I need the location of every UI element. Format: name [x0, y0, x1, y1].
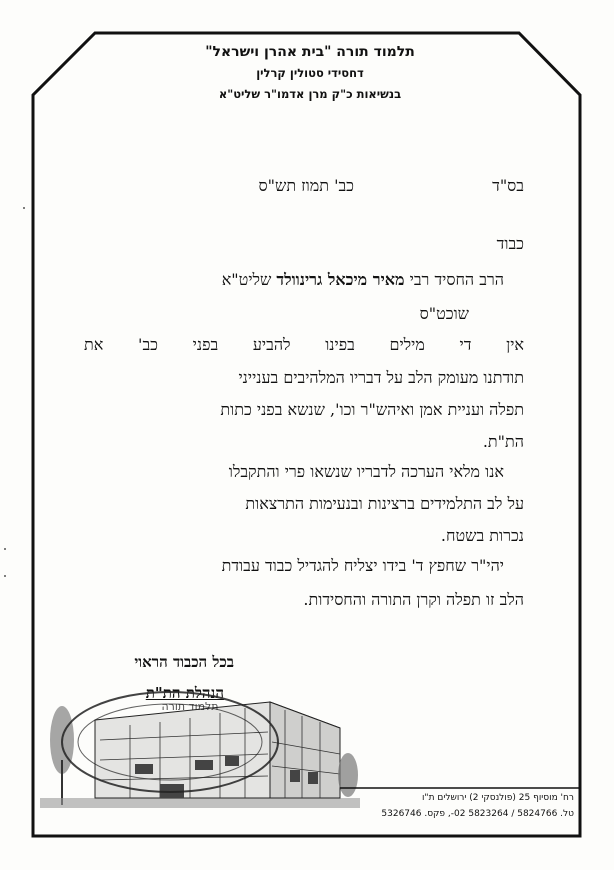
building-illustration	[40, 680, 360, 815]
paragraph2-line1: אנו מלאי הערכה לדבריו שנשאו פרי והתקבלו	[228, 462, 504, 481]
footer-phones: טל. 5824766 / 5823264 02-, פקס. 5326746	[381, 809, 574, 819]
recipient-name: מאיר מיכאל גרינוולד	[276, 270, 405, 289]
recipient-prefix: הרב החסיד רבי	[404, 270, 504, 289]
paragraph2-line2: על לב התלמידים ברצינות ובנעימות התרצאות	[245, 494, 524, 513]
letterhead-subtitle: דחסידי סטולין קרלין	[256, 66, 364, 80]
paragraph3-line2: הלב זו תפלה וקרן התורה והחסידות.	[303, 590, 524, 609]
paragraph1-line3: תפלה ועניית אמן ואיהש"ר וכו', שנשא בפני כתות	[220, 400, 524, 419]
scan-speck	[4, 575, 6, 577]
scan-speck	[23, 207, 25, 209]
scan-speck	[4, 548, 6, 550]
paragraph2-line3: נכרות בשטח.	[440, 526, 524, 545]
bsd-mark: בס"ד	[492, 176, 524, 195]
recipient-town: שוכט"ס	[419, 304, 469, 323]
greeting: כבוד	[496, 234, 524, 253]
paragraph1-line1: אין די מילים בפינו להביע בפני כב' את	[84, 335, 524, 354]
paragraph1-line2: תודתנו מעומק הלב על דבריו המלהיבים בענייני	[238, 368, 524, 387]
letterhead-patronage: בנשיאות כ"ק מרן אדמו"ר שליט"א	[218, 87, 402, 101]
letter-date: כב' תמוז תש"ס	[258, 176, 354, 195]
letterhead-title: תלמוד תורה "בית אהרן וישראל"	[205, 44, 415, 60]
paragraph1-line4: הת"ת.	[482, 432, 524, 451]
footer-address: רח' מוסיוף 25 (פולנסקי 2) ירושלים ת"ו	[421, 793, 574, 803]
paragraph3-line1: יהי"ר שחפץ ד' בידו יצליח להגדיל כבוד עבודת	[221, 556, 504, 575]
signature: הנהלת הת"ת	[145, 684, 224, 702]
stamp-text: תלמוד תורה	[161, 700, 219, 713]
recipient-suffix: שליט"א	[221, 270, 277, 289]
closing: בכל הכבוד הראוי	[134, 653, 234, 671]
recipient-line	[222, 270, 504, 290]
footer-divider	[340, 786, 580, 790]
